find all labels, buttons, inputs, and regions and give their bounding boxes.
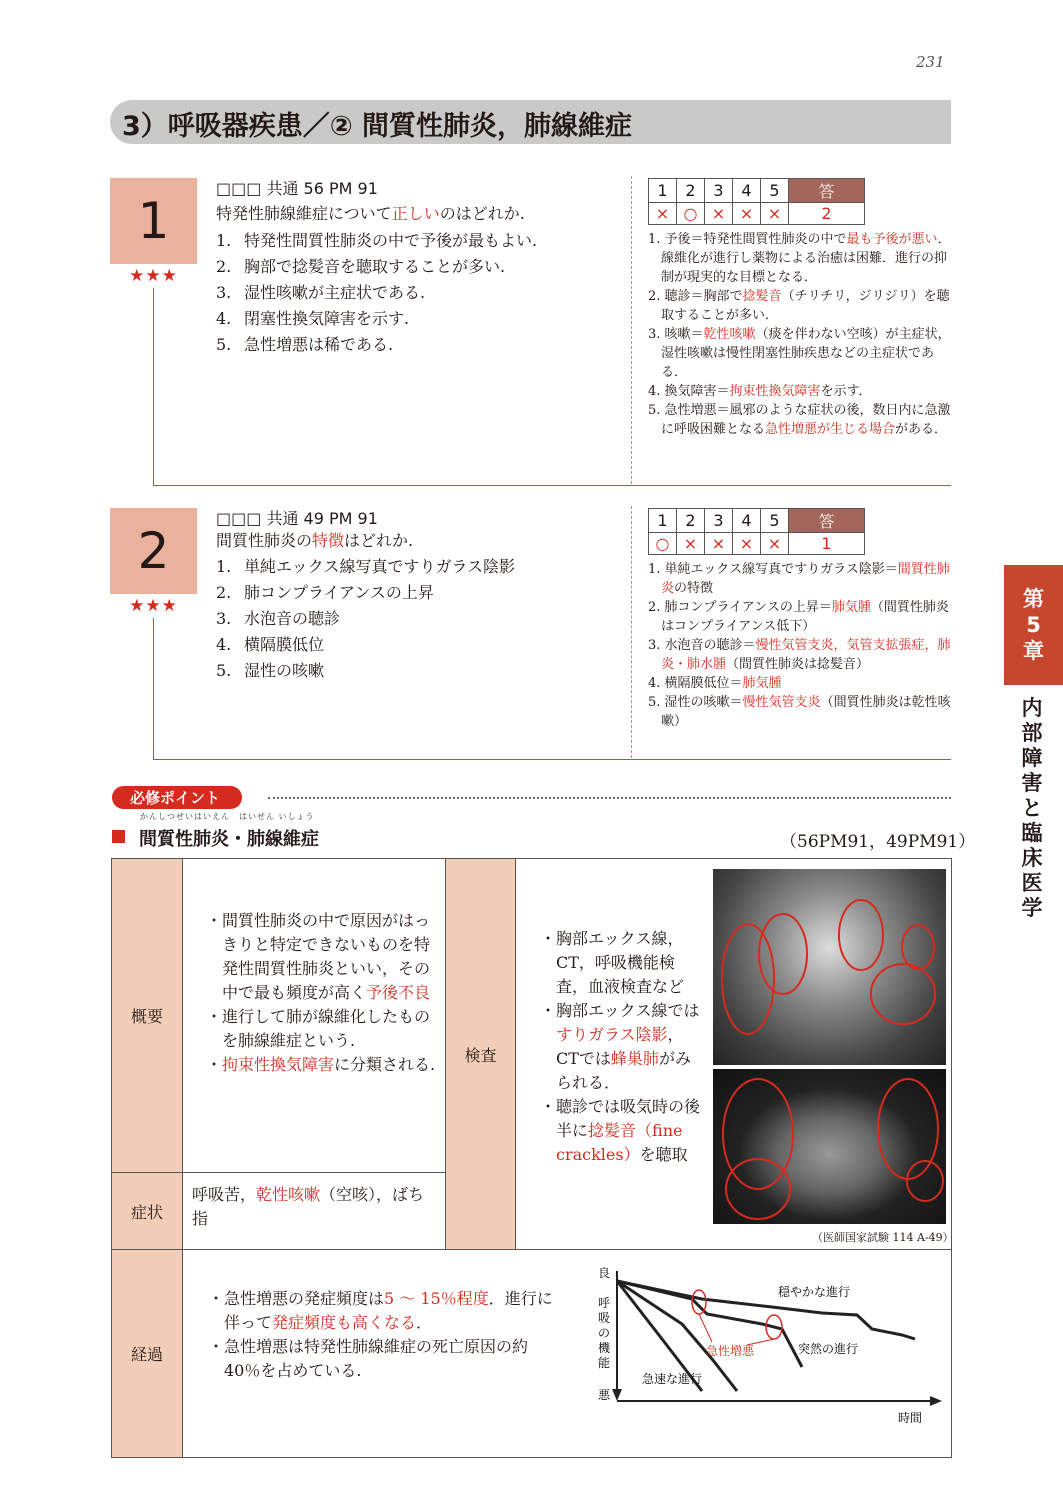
list-item	[648, 636, 951, 674]
choice	[216, 606, 340, 632]
answer-mark: ×	[649, 203, 677, 225]
grid-line	[182, 859, 183, 1457]
answer-head: 5	[761, 179, 789, 203]
choice-number: 5.	[216, 335, 232, 354]
answer-head: 2	[677, 509, 705, 533]
chapter-tab-char: 5	[1026, 613, 1041, 637]
answer-mark: ○	[649, 533, 677, 555]
body-text: 5. 湿性の咳嗽＝	[648, 695, 743, 710]
highlight-text: 肺気腫	[742, 676, 782, 691]
graph-y-top: 良	[598, 1266, 611, 1280]
choice-text: 肺コンプライアンスの上昇	[244, 583, 434, 602]
question-stem	[216, 201, 525, 227]
stem-highlight: 特徴	[312, 531, 345, 550]
kensa-item	[540, 999, 705, 1095]
choice	[216, 580, 434, 606]
lesion-circle	[759, 914, 807, 994]
kensa-item	[540, 1095, 705, 1167]
answer-label: 答	[789, 179, 865, 203]
choice-number: 2.	[216, 583, 232, 602]
answer-head: 3	[705, 179, 733, 203]
list-item	[648, 382, 951, 401]
list-item	[648, 230, 951, 287]
label-slow: 穏やかな進行	[778, 1285, 851, 1299]
kensa-item: ・胸部エックス線，CT，呼吸機能検査，血液検査など	[540, 929, 685, 996]
chapter-title-char: 床	[1021, 846, 1043, 870]
chapter-title-char: 障	[1021, 746, 1043, 770]
list-item	[206, 909, 438, 1005]
body-text: （間質性肺炎は乾性咳嗽）	[661, 695, 951, 729]
kensa-text-part: ，CTでは	[556, 1025, 684, 1068]
lesion-circle	[871, 964, 935, 1024]
body-text: 5. 急性増悪＝風邪のような症状の後，数日内に急激に呼吸困難となる	[648, 403, 951, 437]
body-text: ．線維化が進行し薬物による治癒は困難．進行の抑制が現実的な目標となる．	[661, 232, 951, 285]
chapter-title-char: 部	[1021, 721, 1043, 745]
column-separator	[631, 176, 633, 484]
chapter-tab-char: 第	[1023, 587, 1044, 611]
lesion-circle	[839, 900, 883, 970]
choice	[216, 632, 324, 658]
highlight-text: 慢性気管支炎，気管支拡張症，肺炎・肺水腫	[661, 638, 951, 672]
choice	[216, 254, 505, 280]
grid-line	[112, 1249, 951, 1250]
body-text: の特徴	[674, 581, 714, 596]
question-header: □□□ 共通 49 PM 91	[216, 509, 378, 528]
stem-text: はどれか.	[344, 531, 414, 550]
stem-highlight: 正しい	[391, 204, 440, 223]
graph-x-arrow	[930, 1396, 942, 1406]
highlight-text: 慢性気管支炎	[742, 695, 821, 710]
point-tag: 必修ポイント	[112, 786, 242, 809]
choice-number: 2.	[216, 257, 232, 276]
shoujou-text	[192, 1183, 438, 1231]
choice-number: 1.	[216, 557, 232, 576]
body-text: （チリチリ，ジリジリ）を聴取することが多い．	[661, 289, 950, 323]
lesion-circle	[723, 1079, 793, 1189]
chapter-title-char: と	[1021, 796, 1043, 820]
page-number: 231	[916, 53, 945, 71]
list-item	[648, 693, 951, 731]
chapter-tab	[1004, 565, 1063, 685]
graph-y-label-char: 吸	[598, 1311, 611, 1325]
list-item	[206, 1053, 438, 1077]
choice-text: 横隔膜低位	[244, 635, 325, 654]
graph-y-label-char: 呼	[598, 1296, 611, 1310]
choice-text: 湿性咳嗽が主症状である.	[244, 283, 426, 302]
answer-mark: ×	[705, 203, 733, 225]
kensa-text	[540, 927, 705, 1167]
answer-mark: ×	[761, 533, 789, 555]
importance-stars: ★★★	[129, 266, 178, 286]
kensa-highlight: 捻髪音（fine crackles）	[556, 1121, 683, 1164]
lesion-circle	[907, 1161, 943, 1201]
chest-xray-image	[713, 869, 946, 1065]
question-stem	[216, 528, 413, 554]
body-text: 4. 換気障害＝	[648, 384, 730, 399]
summary-table	[111, 858, 952, 1458]
body-text: 3. 咳嗽＝	[648, 327, 704, 342]
list-item	[648, 674, 951, 693]
choice-number: 1.	[216, 231, 232, 250]
body-text: （間質性肺炎はコンプライアンス低下）	[661, 600, 949, 634]
chest-ct-image	[713, 1069, 946, 1224]
answer-mark: ×	[761, 203, 789, 225]
choice-number: 3.	[216, 283, 232, 302]
choice	[216, 228, 537, 254]
choice-number: 4.	[216, 309, 232, 328]
question-number-box: 2	[110, 508, 197, 594]
answer-mark: ×	[733, 533, 761, 555]
kensa-text-part: を聴取	[639, 1145, 688, 1164]
ct-annotation-circles	[713, 1069, 946, 1224]
body-text: 4. 横隔膜低位＝	[648, 676, 743, 691]
explanation-list	[648, 230, 951, 439]
highlight-text: 発症頻度も高くなる	[272, 1313, 417, 1332]
question-divider	[153, 759, 951, 760]
lesion-circle	[722, 924, 774, 1034]
body-text: を示す．	[820, 384, 872, 399]
answer-mark: ×	[733, 203, 761, 225]
chapter-title-char: 医	[1021, 871, 1043, 895]
answer-value: 1	[789, 533, 865, 555]
graph-y-label-char: 能	[598, 1356, 611, 1370]
gaiyou-text	[206, 909, 438, 1077]
progression-graph	[582, 1259, 947, 1434]
section-marker	[112, 830, 125, 843]
question-bracket	[153, 288, 154, 485]
choice-text: 胸部で捻髪音を聴取することが多い.	[244, 257, 506, 276]
list-item	[648, 287, 951, 325]
chapter-title-char: 臨	[1021, 821, 1043, 845]
keika-text	[208, 1287, 558, 1383]
point-title: 間質性肺炎・肺線維症	[139, 829, 319, 850]
importance-stars: ★★★	[129, 596, 178, 616]
chapter-tab-char: 章	[1023, 639, 1044, 663]
answer-mark: ×	[705, 533, 733, 555]
body-text: 2. 聴診＝胸部で	[648, 289, 743, 304]
body-text: 1. 単純エックス線写真ですりガラス陰影＝	[648, 562, 898, 577]
graph-y-bottom: 悪	[598, 1388, 611, 1402]
highlight-text: 拘束性換気障害	[729, 384, 821, 399]
row-header-gaiyou: 概要	[112, 859, 182, 1172]
xray-annotation-circles	[713, 869, 946, 1065]
label-sudden: 突然の進行	[798, 1342, 859, 1356]
highlight-text: 予後不良	[366, 983, 431, 1002]
highlight-text: 乾性咳嗽	[256, 1185, 321, 1204]
body-text: ・急性増悪の発症頻度は	[208, 1289, 385, 1308]
callout-line	[699, 1314, 712, 1342]
answer-table	[648, 508, 865, 555]
body-text: 呼吸苦，	[192, 1185, 257, 1204]
choice-text: 水泡音の聴診	[244, 609, 341, 628]
choice-text: 特発性間質性肺炎の中で予後が最もよい.	[244, 231, 538, 250]
chapter-title	[1012, 696, 1052, 921]
highlight-text: 間質性肺炎	[661, 562, 950, 596]
list-item	[206, 1005, 438, 1053]
highlight-text: 肺気腫	[831, 600, 871, 615]
highlight-text: 最も予後が悪い	[846, 232, 938, 247]
point-reference: （56PM91，49PM91）	[780, 832, 976, 852]
stem-text: のはどれか.	[439, 204, 525, 223]
body-text: （間質性肺炎は捻髪音）	[726, 657, 870, 672]
row-header-shoujou: 症状	[112, 1173, 182, 1249]
answer-head: 5	[761, 509, 789, 533]
answer-head: 3	[705, 509, 733, 533]
highlight-text: 5 ～ 15％程度	[384, 1289, 489, 1308]
highlight-text: 拘束性換気障害	[222, 1055, 335, 1074]
body-text: ．	[416, 1313, 433, 1332]
answer-mark: ×	[677, 533, 705, 555]
body-text: （空咳），ばち指	[192, 1185, 425, 1228]
answer-head: 4	[733, 509, 761, 533]
kensa-text-part: がみられる．	[556, 1049, 691, 1092]
list-item	[648, 401, 951, 439]
section-title-ruby: かんしつせいはいえん はいせん いしょう	[140, 812, 315, 821]
body-text: ．進行に伴って	[224, 1289, 553, 1332]
lesion-circle	[902, 925, 934, 969]
list-item	[648, 560, 951, 598]
body-text: ・進行して肺が線維化したものを肺線維症という.	[206, 1007, 431, 1050]
choice-number: 3.	[216, 609, 232, 628]
graph-y-label-char: の	[598, 1326, 611, 1340]
choice	[216, 306, 409, 332]
choice-number: 4.	[216, 635, 232, 654]
graph-y-label-char: 機	[598, 1341, 611, 1355]
list-item	[648, 325, 951, 382]
kensa-text-part: ・胸部エックス線では	[540, 1001, 700, 1020]
answer-table	[648, 178, 865, 225]
label-acute: 急性増悪	[706, 1344, 755, 1358]
explanation-list	[648, 560, 951, 731]
list-item	[648, 598, 951, 636]
lesion-circle	[878, 1079, 938, 1179]
image-caption: （医師国家試験 114 A-49）	[812, 1231, 954, 1244]
answer-head: 1	[649, 179, 677, 203]
label-rapid: 急速な進行	[642, 1372, 703, 1386]
kensa-highlight: すりガラス陰影	[556, 1025, 668, 1044]
section-title: 3）呼吸器疾患／② 間質性肺炎，肺線維症	[122, 111, 633, 142]
question-bracket	[153, 618, 154, 759]
answer-head: 2	[677, 179, 705, 203]
question-divider	[153, 485, 951, 486]
choice-text: 閉塞性換気障害を示す.	[244, 309, 410, 328]
graph-y-arrow	[612, 1389, 622, 1401]
stem-text: 間質性肺炎の	[216, 531, 313, 550]
answer-value: 2	[789, 203, 865, 225]
answer-head: 1	[649, 509, 677, 533]
highlight-text: 急性増悪が生じる場合	[765, 422, 896, 437]
list-item	[208, 1287, 558, 1335]
question-header: □□□ 共通 56 PM 91	[216, 179, 378, 198]
kensa-text-part: ・聴診では吸気時の後半に	[540, 1097, 701, 1140]
body-text: 2. 肺コンプライアンスの上昇＝	[648, 600, 832, 615]
list-item	[208, 1335, 558, 1383]
highlight-text: 捻髪音	[742, 289, 782, 304]
column-separator	[631, 506, 633, 758]
body-text: 3. 水泡音の聴診＝	[648, 638, 756, 653]
row-header-kensa: 検査	[446, 859, 515, 1249]
body-text: 1. 予後＝特発性間質性肺炎の中で	[648, 232, 847, 247]
graph-x-label: 時間	[898, 1411, 923, 1425]
question-number-box: 1	[110, 178, 197, 264]
row-header-keika: 経過	[112, 1250, 182, 1457]
answer-label: 答	[789, 509, 865, 533]
choice	[216, 332, 393, 358]
choice-text: 急性増悪は稀である.	[244, 335, 394, 354]
body-text: に分類される.	[334, 1055, 436, 1074]
highlight-text: 乾性咳嗽	[703, 327, 756, 342]
answer-head: 4	[733, 179, 761, 203]
choice-number: 5.	[216, 661, 232, 680]
stem-text: 特発性肺線維症について	[216, 204, 392, 223]
chapter-title-char: 害	[1021, 771, 1043, 795]
choice	[216, 658, 324, 684]
body-text: （痰を伴わない空咳）が主症状，湿性咳嗽は慢性閉塞性肺疾患などの主症状である．	[661, 327, 951, 380]
body-text: ・間質性肺炎の中で原因がはっきりと特定できないものを特発性間質性肺炎といい，その中で最も頻度が高く	[206, 911, 431, 1002]
grid-line	[515, 859, 516, 1249]
choice-text: 湿性の咳嗽	[244, 661, 325, 680]
body-text: ・急性増悪は特発性肺線維症の死亡原因の約40％を占めている.	[208, 1337, 529, 1380]
chapter-title-char: 学	[1021, 896, 1043, 920]
choice	[216, 280, 425, 306]
body-text: ・	[206, 1055, 223, 1074]
choice	[216, 554, 515, 580]
kensa-highlight: 蜂巣肺	[610, 1049, 659, 1068]
choice-text: 単純エックス線写真ですりガラス陰影	[244, 557, 516, 576]
answer-mark: ○	[677, 203, 705, 225]
dotted-rule	[268, 797, 951, 799]
chapter-title-char: 内	[1021, 696, 1043, 720]
body-text: がある．	[895, 422, 948, 437]
